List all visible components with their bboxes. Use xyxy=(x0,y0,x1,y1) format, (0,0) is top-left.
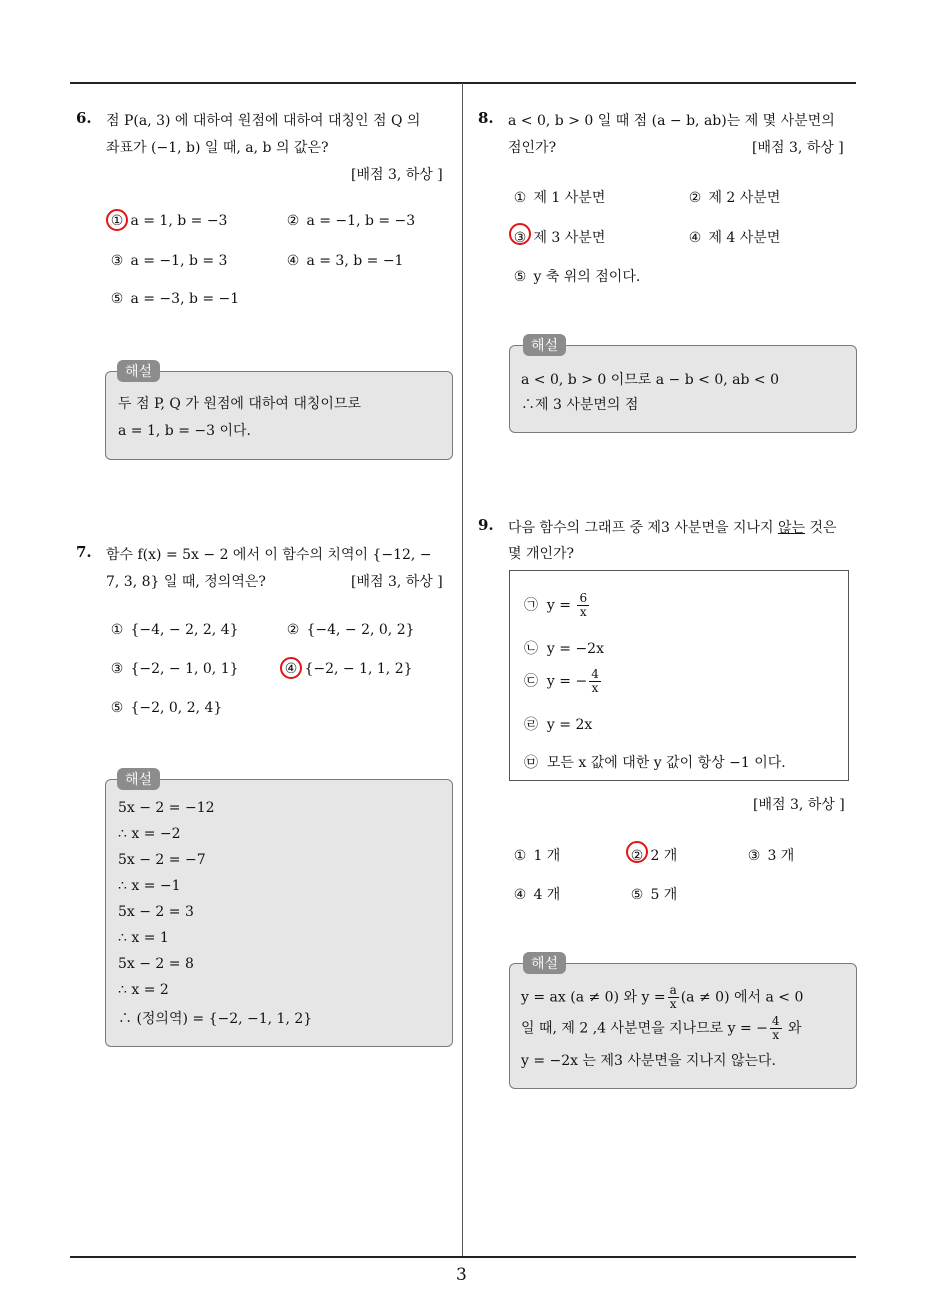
solution-line: a = 1, b = −3 이다. xyxy=(118,423,251,439)
option-1[interactable]: ① 1 개 xyxy=(513,848,561,864)
option-3[interactable]: ③ a = −1, b = 3 xyxy=(110,253,228,269)
option-3[interactable]: ③ {−2, − 1, 0, 1} xyxy=(110,661,239,677)
option-1[interactable]: ① {−4, − 2, 2, 4} xyxy=(110,622,239,638)
score-label: [배점 3, 하상 ] xyxy=(351,574,443,590)
option-3[interactable]: ③ 제 3 사분면 xyxy=(513,230,606,246)
question-text-line-1: 점 P(a, 3) 에 대하여 원점에 대하여 대칭인 점 Q 의 xyxy=(106,113,421,129)
question-number: 7. xyxy=(76,543,92,561)
fraction: $\frac{4}{x}$ xyxy=(771,1014,780,1042)
solution-line: ∴ x = 1 xyxy=(118,930,169,946)
option-3[interactable]: ③ 3 개 xyxy=(747,848,795,864)
question-text-line-1: 함수 f(x) = 5x − 2 에서 이 함수의 치역이 {−12, − xyxy=(106,547,432,563)
solution-line: 두 점 P, Q 가 원점에 대하여 대칭이므로 xyxy=(118,396,361,412)
option-2[interactable]: ② 2 개 xyxy=(630,848,678,864)
question-text-line-1: a < 0, b > 0 일 때 점 (a − b, ab)는 제 몇 사분면의 xyxy=(508,113,835,129)
option-5[interactable]: ⑤ a = −3, b = −1 xyxy=(110,291,240,307)
question-text-line-2: 7, 3, 8} 일 때, 정의역은? xyxy=(106,574,266,590)
solution-line: 5x − 2 = −12 xyxy=(118,800,215,816)
choice-a: ㉠ y = $\frac{6}{x}$ xyxy=(524,591,588,619)
option-1[interactable]: ① 제 1 사분면 xyxy=(513,190,606,206)
solution-line: ∴제 3 사분면의 점 xyxy=(521,397,639,413)
top-rule xyxy=(70,82,856,84)
option-5[interactable]: ⑤ y 축 위의 점이다. xyxy=(513,269,641,285)
score-label: [배점 3, 하상 ] xyxy=(753,797,845,813)
solution-line: y = −2x 는 제3 사분면을 지나지 않는다. xyxy=(521,1053,776,1069)
solution-line: ∴ (정의역) = {−2, −1, 1, 2} xyxy=(118,1011,313,1027)
fraction: $\frac{6}{x}$ xyxy=(579,591,588,619)
solution-tag: 해설 xyxy=(117,768,160,790)
solution-line: 5x − 2 = −7 xyxy=(118,852,206,868)
fraction: $\frac{4}{x}$ xyxy=(591,667,599,695)
question-number: 8. xyxy=(478,109,494,127)
option-4[interactable]: ④ 4 개 xyxy=(513,887,561,903)
option-5[interactable]: ⑤ 5 개 xyxy=(630,887,678,903)
solution-line: a < 0, b > 0 이므로 a − b < 0, ab < 0 xyxy=(521,372,779,388)
solution-line: 5x − 2 = 3 xyxy=(118,904,194,920)
solution-line: y = ax (a ≠ 0) 와 y = $\frac{a}{x}$ (a ≠ 0) 에서 a < 0 xyxy=(521,983,804,1011)
option-4[interactable]: ④ 제 4 사분면 xyxy=(688,230,781,246)
score-label: [배점 3, 하상 ] xyxy=(351,167,443,183)
solution-box xyxy=(509,345,857,433)
question-number: 6. xyxy=(76,109,92,127)
choice-b: ㉡ y = −2x xyxy=(524,641,604,657)
option-1[interactable]: ① a = 1, b = −3 xyxy=(110,213,228,229)
choice-c: ㉢ y = − $\frac{4}{x}$ xyxy=(524,667,599,695)
option-2[interactable]: ② {−4, − 2, 0, 2} xyxy=(286,622,415,638)
question-text-line-1: 다음 함수의 그래프 중 제3 사분면을 지나지 않는 것은 xyxy=(508,520,837,536)
solution-line: ∴ x = 2 xyxy=(118,982,169,998)
fraction: $\frac{a}{x}$ xyxy=(669,983,677,1011)
solution-line: 일 때, 제 2 ,4 사분면을 지나므로 y = − $\frac{4}{x}$ 와 xyxy=(521,1014,802,1042)
page-number: 3 xyxy=(456,1265,467,1285)
column-divider xyxy=(462,83,463,1257)
question-text-line-2: 좌표가 (−1, b) 일 때, a, b 의 값은? xyxy=(106,140,329,156)
option-5[interactable]: ⑤ {−2, 0, 2, 4} xyxy=(110,700,223,716)
option-4[interactable]: ④ {−2, − 1, 1, 2} xyxy=(284,661,413,677)
option-4[interactable]: ④ a = 3, b = −1 xyxy=(286,253,404,269)
solution-line: 5x − 2 = 8 xyxy=(118,956,194,972)
score-label: [배점 3, 하상 ] xyxy=(752,140,844,156)
solution-tag: 해설 xyxy=(523,952,566,974)
option-2[interactable]: ② 제 2 사분면 xyxy=(688,190,781,206)
bottom-rule xyxy=(70,1256,856,1258)
solution-line: ∴ x = −1 xyxy=(118,878,181,894)
option-2[interactable]: ② a = −1, b = −3 xyxy=(286,213,416,229)
solution-tag: 해설 xyxy=(523,334,566,356)
solution-tag: 해설 xyxy=(117,360,160,382)
question-text-line-2: 점인가? xyxy=(508,140,557,156)
choice-d: ㉣ y = 2x xyxy=(524,717,593,733)
solution-line: ∴ x = −2 xyxy=(118,826,181,842)
question-number: 9. xyxy=(478,516,494,534)
choice-e: ㉤ 모든 x 값에 대한 y 값이 항상 −1 이다. xyxy=(524,755,786,771)
solution-box xyxy=(105,371,453,460)
question-text-line-2: 몇 개인가? xyxy=(508,546,575,562)
underlined-word: 않는 xyxy=(777,520,806,536)
